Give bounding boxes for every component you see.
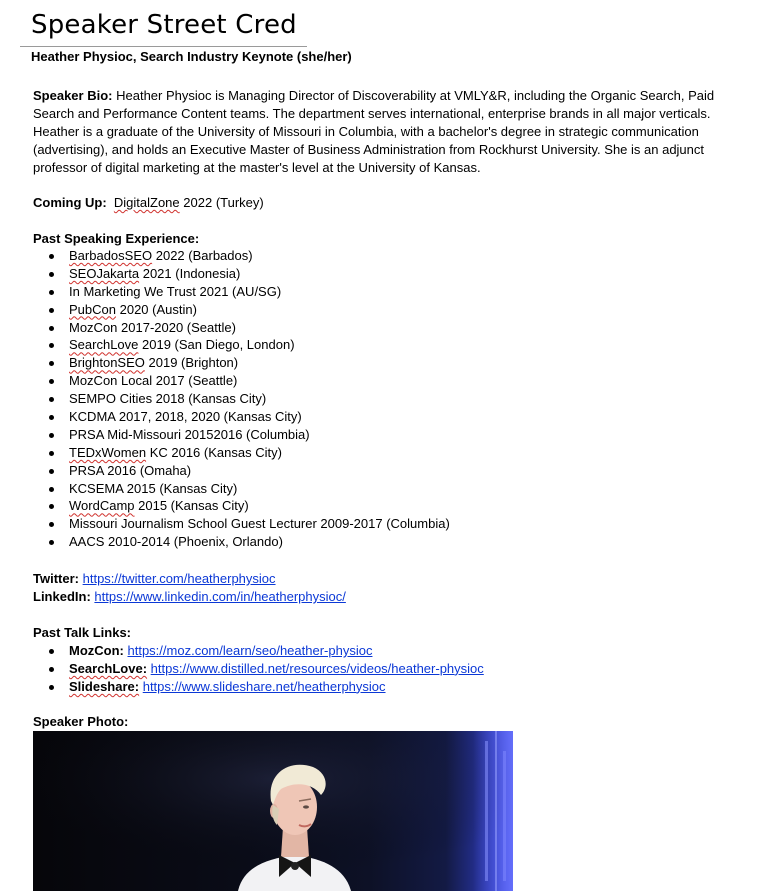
list-item: Slideshare: https://www.slideshare.net/heatherphysioc bbox=[33, 678, 748, 696]
speaker-photo bbox=[33, 731, 513, 891]
bullet-icon bbox=[49, 361, 54, 366]
speaker-photo-heading: Speaker Photo: bbox=[33, 714, 129, 729]
bullet-icon bbox=[49, 540, 54, 545]
bullet-icon bbox=[49, 487, 54, 492]
list-item: SearchLove: https://www.distilled.net/resources/videos/heather-physioc bbox=[33, 660, 748, 678]
coming-up-detail: 2022 (Turkey) bbox=[183, 195, 264, 210]
past-talks-list bbox=[33, 642, 748, 696]
list-item: MozCon Local 2017 (Seattle) bbox=[33, 372, 748, 390]
bullet-icon bbox=[49, 343, 54, 348]
bullet-icon bbox=[49, 522, 54, 527]
list-item: PubCon 2020 (Austin) bbox=[33, 301, 748, 319]
bullet-icon bbox=[49, 397, 54, 402]
searchlove-link[interactable]: https://www.distilled.net/resources/videos/heather-physioc bbox=[150, 660, 484, 676]
bullet-icon bbox=[49, 649, 54, 654]
list-item: In Marketing We Trust 2021 (AU/SG) bbox=[33, 283, 748, 301]
bullet-icon bbox=[49, 290, 54, 295]
speaker-portrait-image bbox=[33, 731, 513, 891]
bullet-icon bbox=[49, 379, 54, 384]
bullet-icon bbox=[49, 308, 54, 313]
twitter-row: Twitter: https://twitter.com/heatherphysioc bbox=[33, 571, 276, 586]
coming-up bbox=[33, 194, 748, 212]
bullet-icon bbox=[49, 451, 54, 456]
title-underline bbox=[20, 46, 307, 47]
coming-up-event: DigitalZone bbox=[113, 195, 180, 210]
list-item: MozCon 2017-2020 (Seattle) bbox=[33, 319, 748, 337]
list-item: SearchLove 2019 (San Diego, London) bbox=[33, 336, 748, 354]
list-item: SEOJakarta 2021 (Indonesia) bbox=[33, 265, 748, 283]
bullet-icon bbox=[49, 469, 54, 474]
bio-text: Heather Physioc is Managing Director of Discoverability at VMLY&R, including the Organic Search, Paid Search and Performance Content teams. The department serves international, enterprise brands in all major verticals. Heather is a graduate of the University of Missouri in Columbia, with a bachelor's degree in strategic communication (advertising), and holds an Executive Master of Business Administration from Rockhurst University. She is an adjunct professor of digital marketing at the master's level at the University of Kansas. bbox=[33, 88, 715, 175]
bullet-icon bbox=[49, 667, 54, 672]
linkedin-link[interactable]: https://www.linkedin.com/in/heatherphysioc/ bbox=[94, 589, 346, 604]
list-item: WordCamp 2015 (Kansas City) bbox=[33, 497, 748, 515]
slideshare-link[interactable]: https://www.slideshare.net/heatherphysioc bbox=[142, 678, 386, 694]
document-title: Speaker Street Cred bbox=[31, 10, 297, 40]
speaker-bio bbox=[33, 87, 748, 177]
list-item: Missouri Journalism School Guest Lecturer 2009-2017 (Columbia) bbox=[33, 515, 748, 533]
list-item: MozCon: https://moz.com/learn/seo/heather-physioc bbox=[33, 642, 748, 660]
bullet-icon bbox=[49, 504, 54, 509]
bullet-icon bbox=[49, 433, 54, 438]
list-item: SEMPO Cities 2018 (Kansas City) bbox=[33, 390, 748, 408]
bullet-icon bbox=[49, 272, 54, 277]
past-speaking-list bbox=[33, 247, 748, 551]
mozcon-link[interactable]: https://moz.com/learn/seo/heather-physioc bbox=[127, 643, 373, 658]
bullet-icon bbox=[49, 415, 54, 420]
linkedin-row: LinkedIn: https://www.linkedin.com/in/heatherphysioc/ bbox=[33, 589, 346, 604]
subtitle: Heather Physioc, Search Industry Keynote (she/her) bbox=[31, 49, 352, 64]
list-item: KCDMA 2017, 2018, 2020 (Kansas City) bbox=[33, 408, 748, 426]
list-item: TEDxWomen KC 2016 (Kansas City) bbox=[33, 444, 748, 462]
twitter-link[interactable]: https://twitter.com/heatherphysioc bbox=[82, 571, 276, 586]
list-item: BrightonSEO 2019 (Brighton) bbox=[33, 354, 748, 372]
coming-up-label: Coming Up: bbox=[33, 195, 107, 210]
bullet-icon bbox=[49, 685, 54, 690]
bio-label: Speaker Bio: bbox=[33, 88, 113, 103]
list-item: PRSA Mid-Missouri 20152016 (Columbia) bbox=[33, 426, 748, 444]
bullet-icon bbox=[49, 326, 54, 331]
list-item: AACS 2010-2014 (Phoenix, Orlando) bbox=[33, 533, 748, 551]
social-links bbox=[33, 570, 748, 606]
bullet-icon bbox=[49, 254, 54, 259]
list-item: PRSA 2016 (Omaha) bbox=[33, 462, 748, 480]
past-speaking-heading: Past Speaking Experience: bbox=[33, 231, 200, 246]
list-item: KCSEMA 2015 (Kansas City) bbox=[33, 480, 748, 498]
past-talks-heading: Past Talk Links: bbox=[33, 625, 132, 640]
list-item: BarbadosSEO 2022 (Barbados) bbox=[33, 247, 748, 265]
